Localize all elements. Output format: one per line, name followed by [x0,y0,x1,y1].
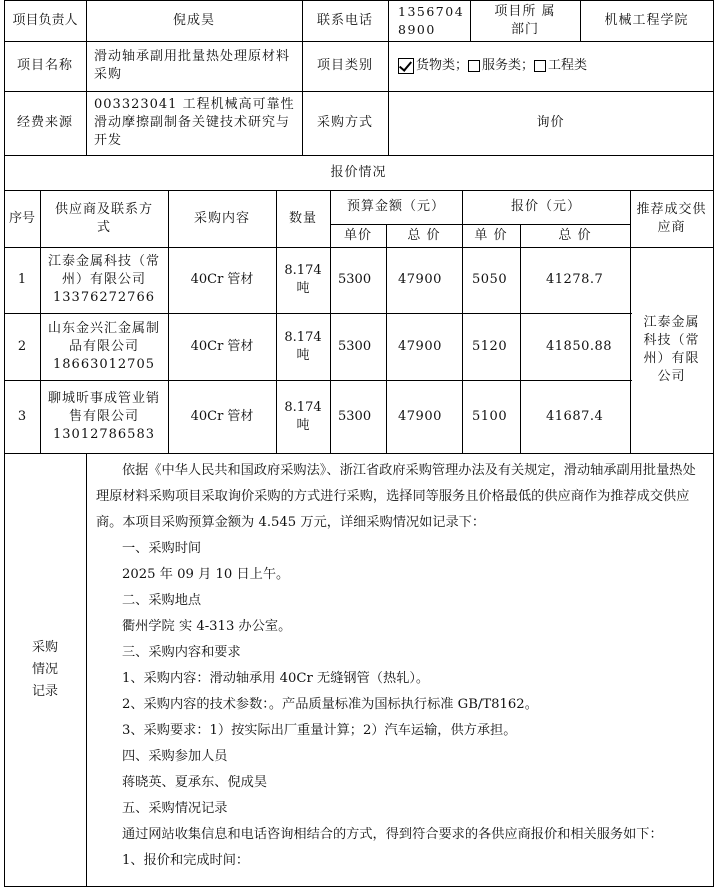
row2-content: 40Cr 管材 [190,338,254,354]
col-quote: 报价（元） [510,199,581,214]
row1-supplier: 江泰金属科技（常州）有限公司 13376272766 [47,254,160,305]
col-quote-unit: 单 价 [474,227,508,243]
col-quote-total: 总 价 [558,227,592,243]
row3-quote-unit: 5100 [472,408,508,424]
project-category-label: 项目类别 [316,58,373,73]
row2-quote-total: 41850.88 [546,338,613,354]
row3-content: 40Cr 管材 [190,408,254,424]
checkbox-services[interactable] [468,60,480,72]
checkbox-engineering[interactable] [534,60,546,72]
record-s5-item1: 1、报价和完成时间： [122,853,250,868]
option-engineering: 工程类 [548,58,588,73]
record-s4-title: 四、采购参加人员 [122,749,228,764]
recommended-supplier: 江泰金属科技（常州）有限公司 [643,315,700,384]
row1-qty: 8.174 吨 [284,263,322,296]
row2-budget-unit: 5300 [338,338,372,354]
row1-quote-unit: 5050 [472,272,508,287]
col-budget-unit: 单价 [343,227,372,243]
quote-section-title: 报价情况 [330,164,387,180]
row3-qty: 8.174 吨 [284,399,322,433]
row2-supplier: 山东金兴汇金属制品有限公司 18663012705 [47,320,160,372]
row1-seq: 1 [17,272,27,287]
col-qty: 数量 [288,210,317,226]
fund-label: 经费来源 [16,115,73,130]
row1-budget-total: 47900 [398,272,442,287]
col-supplier: 供应商及联系方式 [54,201,153,235]
record-s5-title: 五、采购情况记录 [122,801,228,816]
record-s2-title: 二、采购地点 [122,593,202,608]
col-budget-total: 总 价 [407,227,441,243]
row3-seq: 3 [17,408,27,424]
col-seq: 序号 [8,210,35,226]
row1-quote-total: 41278.7 [546,272,604,287]
record-intro: 依据《中华人民共和国政府采购法》、浙江省政府采购管理办法及有关规定，滑动轴承副用批量热处理原材料采购项目采取询价采购的方式进行采购，选择同等服务且价格最低的供应商作为推荐成交供应商。本项目采购预算金额为 4.545 万元，详细采购情况如记录下： [96,463,696,530]
fund-value: 003323041 工程机械高可靠性滑动摩擦副制备关键技术研究与开发 [94,97,295,148]
method-value: 询价 [536,115,565,130]
leader-label: 项目负责人 [12,12,78,28]
record-s3-title: 三、采购内容和要求 [122,645,241,660]
row3-supplier: 聊城昕事成管业销售有限公司 13012786583 [47,390,160,442]
record-s2-text: 衢州学院 实 4-313 办公室。 [122,619,292,634]
row2-budget-total: 47900 [398,338,442,354]
dept-value: 机械工程学院 [604,12,689,28]
dept-label: 项目所 属部门 [494,4,556,37]
project-name-value: 滑动轴承副用批量热处理原材料采购 [94,49,291,82]
record-s1-title: 一、采购时间 [122,541,202,556]
phone-label: 联系电话 [316,12,373,28]
row3-budget-unit: 5300 [338,408,372,424]
option-goods: 货物类； [416,58,469,73]
record-s4-text: 蒋晓英、夏承东、倪成昊 [122,775,268,790]
record-label: 采购情况记录 [31,639,58,699]
record-content [96,458,708,874]
phone-value: 1356704 8900 [398,4,465,37]
method-label: 采购方式 [316,115,373,130]
record-s3-item3: 3、采购要求：1）按实际出厂重量计算；2）汽车运输，供方承担。 [122,723,517,738]
project-category-options [388,41,713,91]
row1-budget-unit: 5300 [338,272,372,287]
record-s1-text: 2025 年 09 月 10 日上午。 [122,567,290,582]
project-name-label: 项目名称 [16,58,73,73]
row2-qty: 8.174 吨 [284,329,322,363]
row1-content: 40Cr 管材 [190,272,254,287]
col-recommend: 推荐成交供应商 [636,201,707,235]
record-s3-item2: 2、采购内容的技术参数：。产品质量标准为国标执行标准 GB/T8162。 [122,697,538,712]
option-services: 服务类； [482,58,535,73]
leader-value: 倪成昊 [172,12,215,28]
row3-budget-total: 47900 [398,408,442,424]
row2-seq: 2 [17,338,27,354]
row3-quote-total: 41687.4 [546,408,604,424]
record-s5-text: 通过网站收集信息和电话咨询相结合的方式，得到符合要求的各供应商报价和相关服务如下： [122,827,663,842]
col-budget: 预算金额（元） [346,199,445,214]
row2-quote-unit: 5120 [472,338,508,354]
checkbox-goods[interactable] [398,58,414,74]
record-s3-item1: 1、采购内容：滑动轴承用 40Cr 无缝钢管（热轧）。 [122,671,430,686]
col-content: 采购内容 [193,210,250,226]
